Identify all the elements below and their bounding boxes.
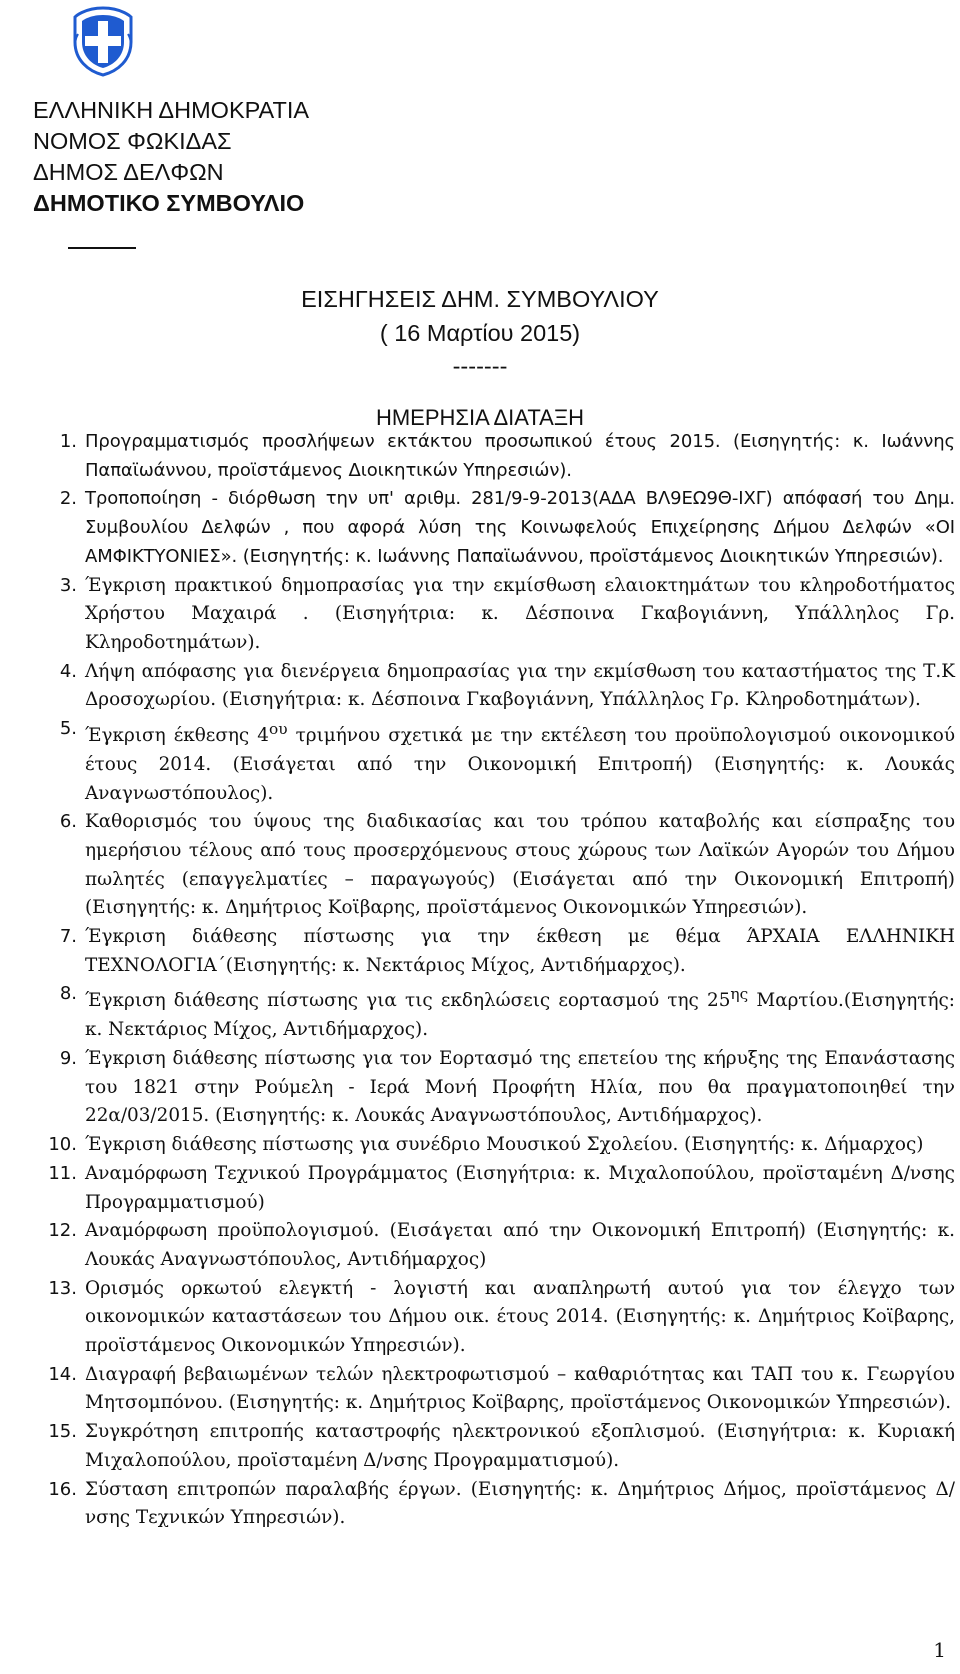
item-text: Συγκρότηση επιτροπής καταστροφής ηλεκτρονικού εξοπλισμού. (Εισηγήτρια: κ. Κυριακή Μιχαλοπούλου, προϊσταμένη Δ/νσης Προγραμματισμού). bbox=[85, 1421, 955, 1471]
item-number: 5. bbox=[59, 718, 77, 740]
item-text: Προγραμματισμός προσλήψεων εκτάκτου προσωπικού έτους 2015. (Εισηγητής: κ. Ιωάννης Παπαϊωάννου, προϊστάμενος Διοικητικών Υπηρεσιών). bbox=[85, 431, 955, 481]
document-title: ΕΙΣΗΓΗΣΕΙΣ ΔΗΜ. ΣΥΜΒΟΥΛΙΟΥ bbox=[301, 286, 659, 312]
list-item bbox=[44, 1275, 955, 1361]
item-number: 1. bbox=[59, 431, 77, 452]
list-item bbox=[44, 428, 955, 485]
item-text: Καθορισμός του ύψους της διαδικασίας και του τρόπου καταβολής και είσπραξης του ημερήσιου τέλους από τους προσερχόμενους στους χώρους των Λαϊκών Αγορών του Δήμου πωλητές (επαγγελματίες – παραγωγούς) (Εισάγεται από την Οικονομική Επιτροπή) (Εισηγητής: κ. Δημήτριος Κοϊβαρης, προϊστάμενος Οικονομικών Υπηρεσιών). bbox=[85, 811, 955, 919]
item-text: Ορισμός ορκωτού ελεγκτή - λογιστή και αναπληρωτή αυτού για τον έλεγχο των οικονομικών καταστάσεων του Δήμου οικ. έτους 2014. (Εισηγητής: κ. Δημήτριος Κοϊβαρης, προϊστάμενος Οικονομικών Υπηρεσιών). bbox=[85, 1277, 955, 1357]
item-text: Αναμόρφωση Τεχνικού Προγράμματος (Εισηγήτρια: κ. Μιχαλοπούλου, προϊσταμένη Δ/νσης Προγραμματισμού) bbox=[85, 1162, 955, 1213]
list-item bbox=[44, 1217, 955, 1274]
item-number: 10. bbox=[48, 1134, 77, 1156]
list-item bbox=[44, 1418, 955, 1475]
list-item bbox=[44, 923, 955, 980]
item-number: 13. bbox=[48, 1277, 77, 1299]
issuer-header bbox=[33, 95, 309, 219]
item-text: Τροποποίηση - διόρθωση την υπ' αριθμ. 281/9-9-2013(ΑΔΑ ΒΛ9ΕΩ9Θ-ΙΧΓ) απόφασή του Δημ. Συμβουλίου Δελφών , που αφορά λύση της Κοινωφελούς Επιχείρησης Δήμου Δελφών «ΟΙ ΑΜΦΙΚΤΥΟΝΙΕΣ». (Εισηγητής: κ. Ιωάννης Παπαϊωάννου, προϊστάμενος Διοικητικών Υπηρεσιών). bbox=[85, 488, 955, 567]
list-item bbox=[44, 1131, 955, 1160]
item-text: Έγκριση διάθεσης πίστωσης για την έκθεση με θέμα ΆΡΧΑΙΑ ΕΛΛΗΝΙΚΗ ΤΕΧΝΟΛΟΓΙΑ΄(Εισηγητής: κ. Νεκτάριος Μίχος, Αντιδήμαρχος). bbox=[85, 926, 955, 976]
item-number: 14. bbox=[48, 1363, 77, 1385]
list-item bbox=[44, 572, 955, 658]
header-divider bbox=[68, 247, 136, 249]
title-separator: ------- bbox=[452, 353, 508, 379]
document-date: ( 16 Μαρτίου 2015) bbox=[379, 320, 581, 346]
list-item bbox=[44, 980, 955, 1045]
ordinal-suffix: ης bbox=[730, 985, 749, 1004]
agenda-heading: ΗΜΕΡΗΣΙΑ ΔΙΑΤΑΞΗ bbox=[375, 405, 585, 430]
agenda-list bbox=[44, 428, 955, 1533]
item-text: Αναμόρφωση προϋπολογισμού. (Εισάγεται από την Οικονομική Επιτροπή) (Εισηγητής: κ. Λουκάς Αναγνωστόπουλος, Αντιδήμαρχος) bbox=[85, 1220, 955, 1270]
item-text: Διαγραφή βεβαιωμένων τελών ηλεκτροφωτισμού – καθαριότητας και ΤΑΠ του κ. Γεωργίου Μητσομπόνου. (Εισηγητής: κ. Δημήτριος Κοϊβαρης, προϊστάμενος Οικονομικών Υπηρεσιών). bbox=[85, 1363, 955, 1414]
item-number: 6. bbox=[59, 811, 77, 833]
page-number: 1 bbox=[933, 1638, 946, 1662]
list-item bbox=[44, 808, 955, 923]
header-country: ΕΛΛΗΝΙΚΗ ΔΗΜΟΚΡΑΤΙΑ bbox=[33, 97, 310, 123]
item-number: 7. bbox=[59, 926, 77, 948]
list-item bbox=[44, 1045, 955, 1131]
item-number: 3. bbox=[59, 574, 77, 596]
header-municipality: ΔΗΜΟΣ ΔΕΛΦΩΝ bbox=[33, 159, 224, 185]
list-item bbox=[44, 485, 955, 571]
header-prefecture: ΝΟΜΟΣ ΦΩΚΙΔΑΣ bbox=[33, 128, 232, 154]
list-item bbox=[44, 715, 955, 808]
item-text: Έγκριση διάθεσης πίστωσης για τις εκδηλώσεις εορτασμού της $25^{\eta\varsigma}$ Μαρτίου.(Εισηγητής: κ. Νεκτάριος Μίχος, Αντιδήμαρχος). bbox=[85, 985, 955, 1041]
greek-coat-of-arms-icon bbox=[66, 4, 140, 78]
item-text: Έγκριση έκθεσης $4^{o\upsilon}$ τριμήνου σχετικά με την εκτέλεση του προϋπολογισμού οικονομικού έτους 2014. (Εισάγεται από την Οικονομική Επιτροπή) (Εισηγητής: κ. Λουκάς Αναγνωστόπουλος). bbox=[85, 720, 956, 804]
item-text: Λήψη απόφασης για διενέργεια δημοπρασίας για την εκμίσθωση του καταστήματος της Τ.Κ Δροσοχωρίου. (Εισηγήτρια: κ. Δέσποινα Γκαβογιάννη, Υπάλληλος Γρ. Κληροδοτημάτων). bbox=[85, 660, 955, 711]
item-text: Έγκριση πρακτικού δημοπρασίας για την εκμίσθωση ελαιοκτημάτων του κληροδοτήματος Χρήστου Μαχαιρά . (Εισηγήτρια: κ. Δέσποινα Γκαβογιάννη, Υπάλληλος Γρ. Κληροδοτημάτων). bbox=[85, 574, 955, 653]
list-item bbox=[44, 658, 955, 715]
item-number: 9. bbox=[59, 1048, 77, 1070]
item-number: 16. bbox=[48, 1478, 77, 1500]
item-number: 12. bbox=[48, 1220, 77, 1242]
item-number: 15. bbox=[48, 1421, 77, 1443]
item-number: 11. bbox=[48, 1162, 77, 1184]
item-number: 2. bbox=[59, 488, 77, 510]
ordinal-suffix: ου bbox=[268, 720, 288, 739]
header-council: ΔΗΜΟΤΙΚΟ ΣΥΜΒΟΥΛΙΟ bbox=[33, 190, 305, 216]
list-item bbox=[44, 1160, 955, 1217]
item-text: Σύσταση επιτροπών παραλαβής έργων. (Εισηγητής: κ. Δημήτριος Δήμος, προϊστάμενος Δ/νσης Τεχνικών Υπηρεσιών). bbox=[85, 1478, 955, 1529]
item-number: 4. bbox=[59, 660, 77, 682]
list-item bbox=[44, 1476, 955, 1533]
item-number: 8. bbox=[59, 983, 77, 1005]
item-text: Έγκριση διάθεσης πίστωσης για συνέδριο Μουσικού Σχολείου. (Εισηγητής: κ. Δήμαρχος) bbox=[85, 1134, 924, 1156]
list-item bbox=[44, 1361, 955, 1418]
item-text: Έγκριση διάθεσης πίστωσης για τον Εορτασμό της επετείου της κήρυξης της Επανάστασης του 1821 στην Ρούμελη - Ιερά Μονή Προφήτη Ηλία, που θα πραγματοποιηθεί την 22α/03/2015. (Εισηγητής: κ. Λουκάς Αναγνωστόπουλος, Αντιδήμαρχος). bbox=[85, 1048, 955, 1127]
